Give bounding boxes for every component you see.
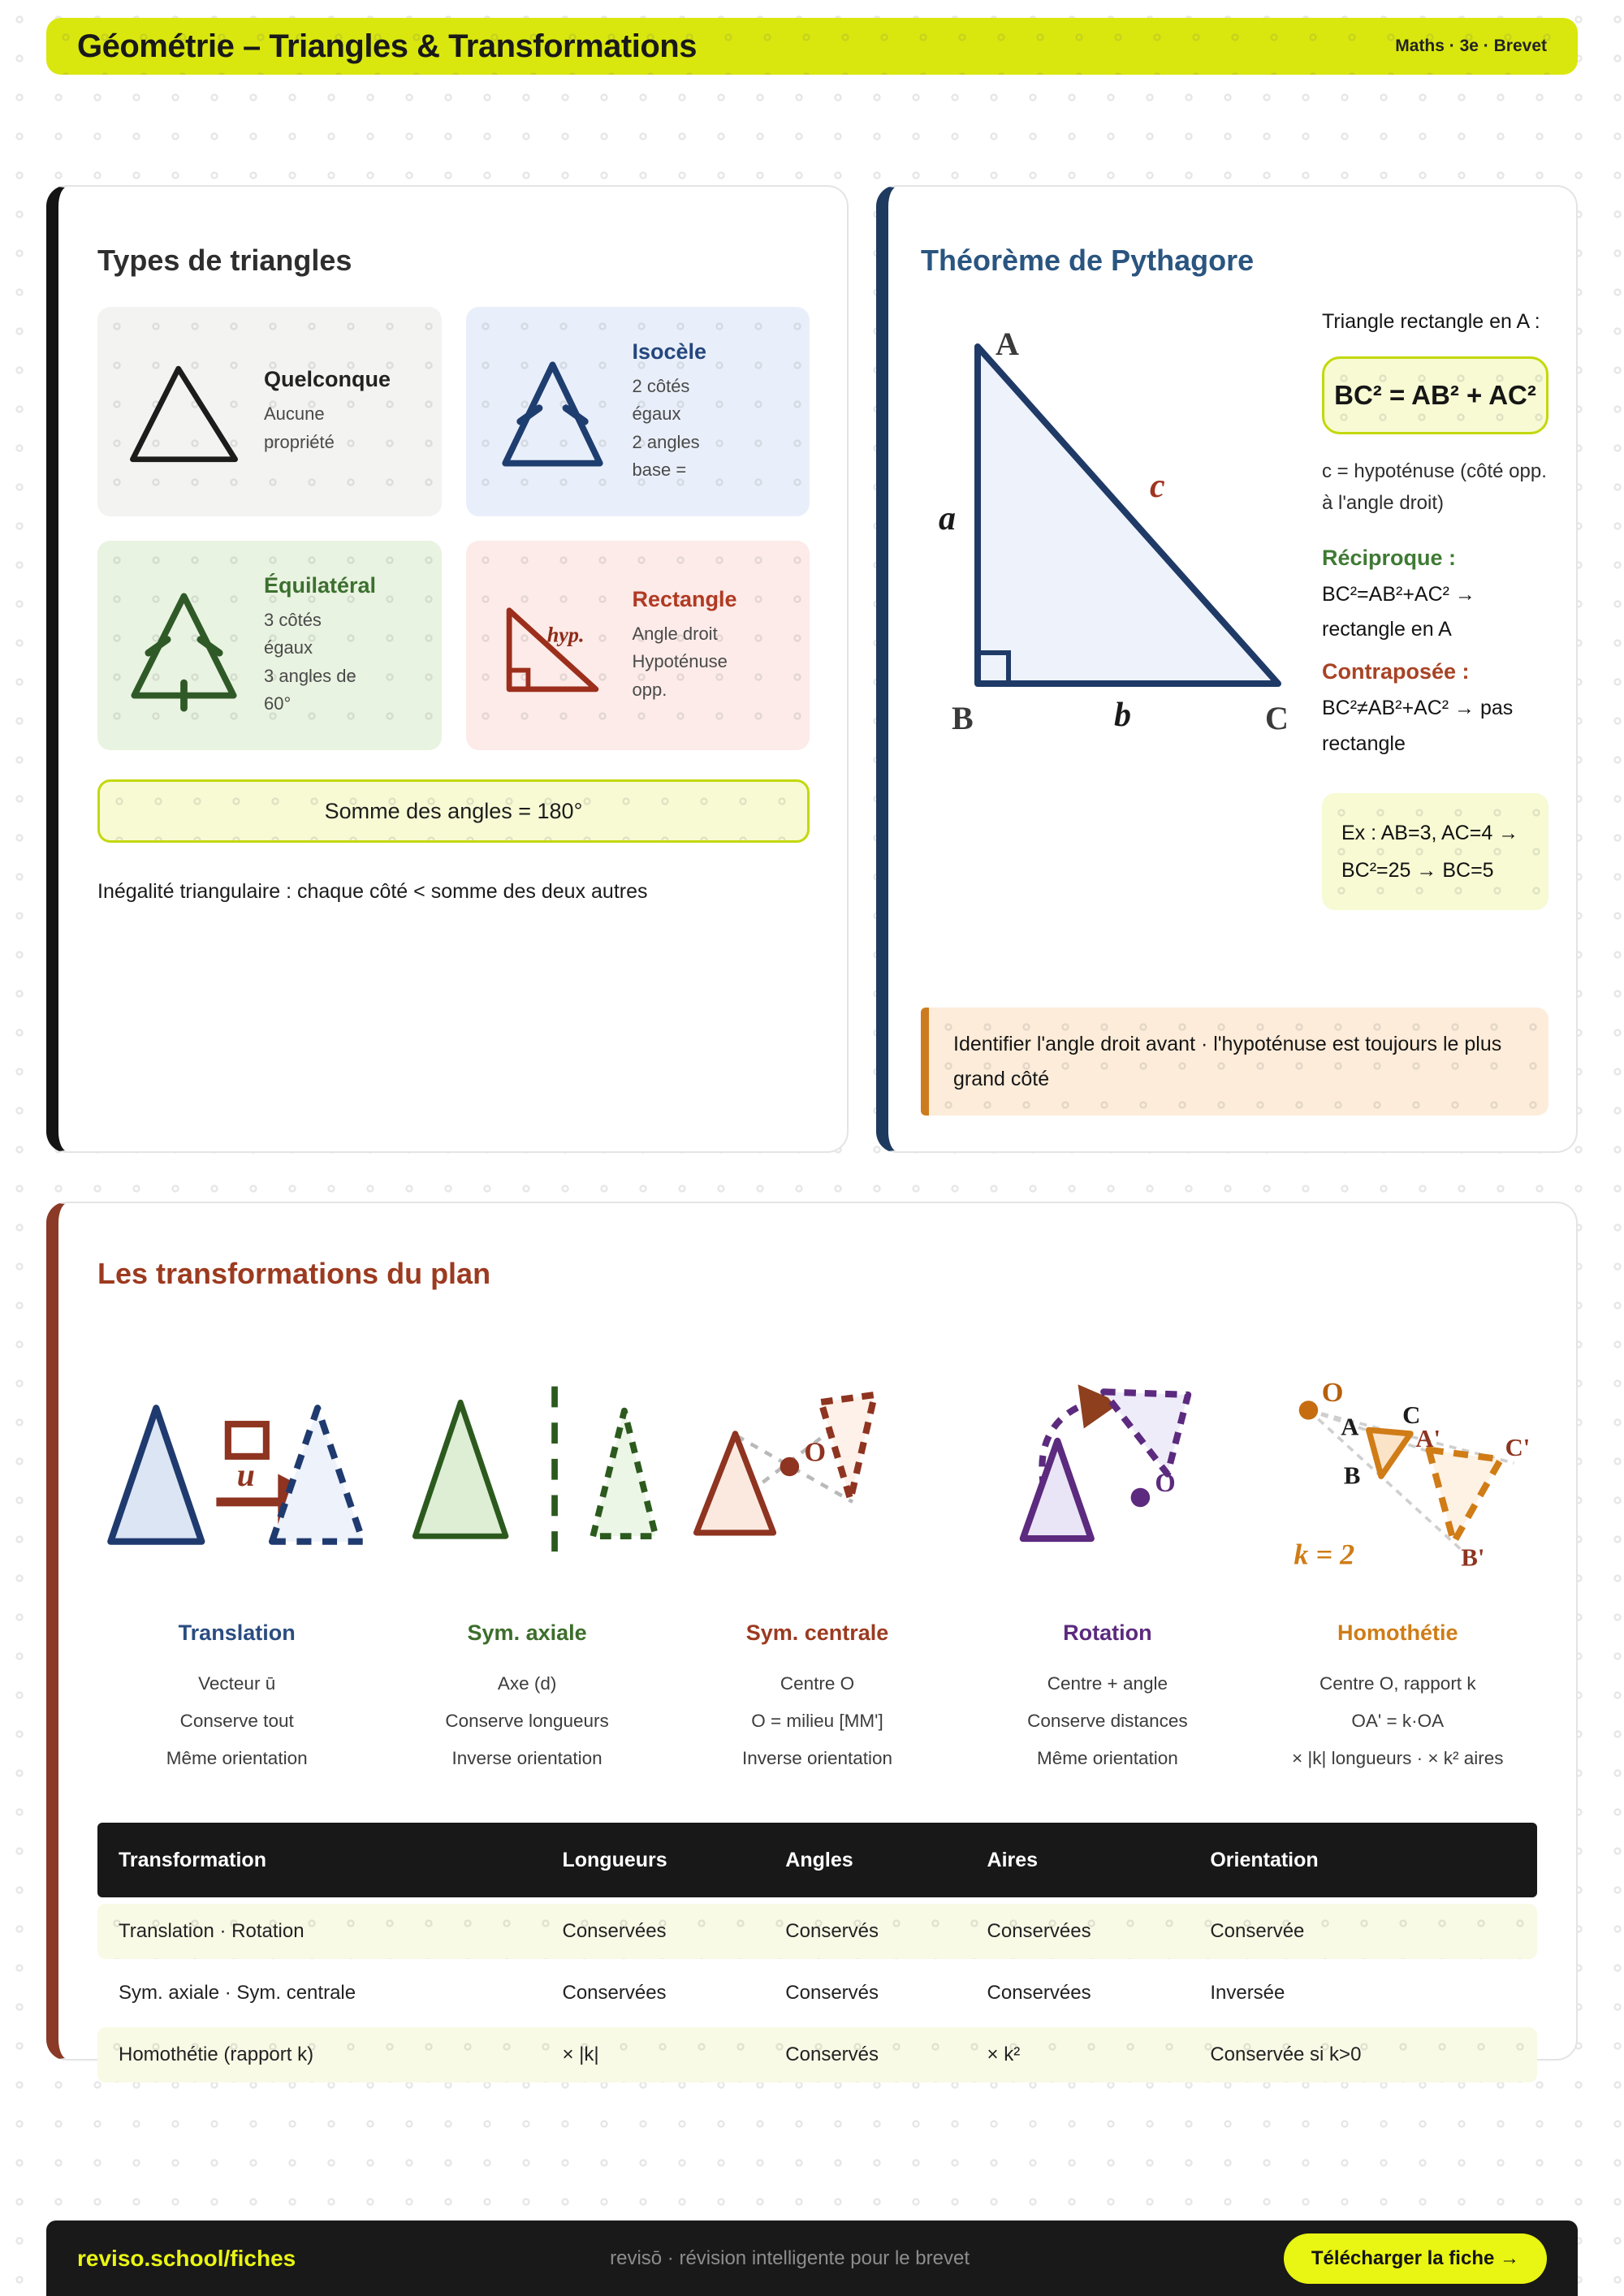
equilateral-line: 3 côtés	[264, 610, 322, 631]
reciproque-text: BC²=AB²+AC² → rectangle en A	[1322, 582, 1475, 641]
pythagore-text-column	[1322, 310, 1548, 910]
pythagore-lead: Triangle rectangle en A :	[1322, 310, 1540, 333]
translation-line: Vecteur ū	[198, 1673, 276, 1694]
hypotenuse-callout: Identifier l'angle droit avant · l'hypoténuse est toujours le plus grand côté	[921, 1008, 1548, 1116]
translation-cell	[97, 1341, 376, 1777]
table-header-angles: Angles	[785, 1848, 853, 1871]
translation-line: Même orientation	[166, 1748, 308, 1769]
rotation-line: Même orientation	[1036, 1748, 1178, 1769]
vertex-c-label: C	[1265, 700, 1289, 736]
sym-centrale-line: Centre O	[780, 1673, 855, 1694]
download-sheet-button[interactable]: Télécharger la fiche →	[1284, 2233, 1547, 2284]
sym-axiale-cell	[387, 1341, 666, 1777]
rectangle-text	[633, 587, 737, 703]
homothetie-center-label: O	[1321, 1377, 1344, 1409]
quelconque-line: propriété	[264, 431, 335, 452]
footer-tagline: revisō · révision intelligente pour le brevet	[610, 2246, 970, 2269]
table-header-orientation: Orientation	[1210, 1848, 1319, 1871]
triangle-types-card	[46, 185, 849, 1153]
isocele-line: 2 angles	[632, 431, 700, 452]
equilateral-line: 3 angles de	[264, 665, 356, 686]
homothetie-line: Centre O, rapport k	[1319, 1673, 1476, 1694]
equilateral-line: égaux	[264, 637, 313, 658]
triangle-types-grid	[97, 307, 810, 750]
transformations-grid	[97, 1341, 1537, 1777]
sym-axiale-line: Axe (d)	[497, 1673, 557, 1694]
table-cell: Conservées	[987, 1920, 1091, 1943]
vector-u-label: u	[236, 1457, 255, 1494]
homothetie-lines	[1292, 1665, 1504, 1777]
table-header-transformation: Transformation	[119, 1848, 266, 1871]
sym-axiale-diagram	[387, 1341, 666, 1585]
sym-centrale-lines	[742, 1665, 892, 1777]
homothetie-a2-label: A'	[1415, 1425, 1440, 1453]
table-cell: Translation · Rotation	[119, 1920, 304, 1943]
sym-axiale-name: Sym. axiale	[467, 1621, 587, 1645]
translation-name: Translation	[178, 1621, 296, 1645]
equilateral-triangle-icon	[117, 579, 251, 713]
quelconque-box	[97, 307, 442, 516]
homothetie-a-label: A	[1340, 1413, 1358, 1441]
sym-axiale-line: Inverse orientation	[451, 1748, 603, 1769]
sym-centrale-line: O = milieu [MM']	[751, 1711, 883, 1732]
homothetie-cell	[1259, 1341, 1537, 1777]
isocele-line: 2 côtés	[632, 376, 690, 397]
vertex-b-label: B	[952, 700, 974, 736]
triangle-types-title: Types de triangles	[97, 244, 352, 277]
table-header-longueurs: Longueurs	[562, 1848, 667, 1871]
vertex-a-label: A	[996, 326, 1019, 362]
right-triangle-diagram	[921, 310, 1302, 749]
table-cell: Conservés	[785, 1982, 879, 2005]
homothetie-k-label: k = 2	[1293, 1538, 1354, 1571]
reciproque-label: Réciproque :	[1322, 545, 1457, 570]
translation-line: Conserve tout	[179, 1711, 294, 1732]
table-cell: Homothétie (rapport k)	[119, 2044, 314, 2066]
homothetie-c-label: C	[1402, 1401, 1420, 1430]
properties-table	[97, 1823, 1537, 2082]
top-cards-row	[46, 185, 1578, 1153]
table-cell: Conservée	[1210, 1920, 1305, 1943]
translation-diagram	[97, 1341, 376, 1585]
table-cell: Inversée	[1210, 1982, 1285, 2005]
table-cell: Conservées	[987, 1982, 1091, 2005]
centrale-center-label: O	[804, 1436, 826, 1468]
sym-centrale-cell	[678, 1341, 957, 1777]
rectangle-box	[466, 541, 810, 750]
rotation-lines	[1027, 1665, 1188, 1777]
side-a-label: a	[939, 500, 956, 537]
rectangle-name: Rectangle	[632, 587, 737, 612]
contraposee-label: Contraposée :	[1322, 659, 1470, 684]
rectangle-line: opp.	[632, 679, 667, 700]
rotation-name: Rotation	[1063, 1621, 1152, 1645]
rectangle-line: Hypoténuse	[632, 651, 728, 672]
isocele-text	[633, 339, 707, 483]
pythagore-card	[876, 185, 1578, 1153]
isoceles-triangle-icon	[486, 345, 620, 479]
table-cell: Conservés	[785, 1920, 879, 1943]
hypotenuse-note: c = hypoténuse (côté opp. à l'angle droit)	[1322, 460, 1547, 515]
pythagore-title: Théorème de Pythagore	[921, 244, 1255, 277]
side-b-label: b	[1114, 697, 1131, 734]
table-row	[97, 1904, 1537, 1959]
quelconque-name: Quelconque	[264, 367, 391, 392]
quelconque-text	[264, 367, 391, 455]
pythagore-formula-box: BC² = AB² + AC²	[1322, 356, 1548, 434]
sym-centrale-diagram	[678, 1341, 957, 1585]
contraposee-text: BC²≠AB²+AC² → pas rectangle	[1322, 697, 1514, 755]
side-c-label: c	[1150, 468, 1165, 505]
rectangle-line: Angle droit	[632, 624, 718, 645]
example-box: Ex : AB=3, AC=4 → BC²=25 → BC=5	[1322, 793, 1548, 911]
table-cell: × k²	[987, 2044, 1021, 2066]
homothetie-b2-label: B'	[1461, 1543, 1485, 1572]
equilateral-box	[97, 541, 442, 750]
sym-centrale-line: Inverse orientation	[741, 1748, 893, 1769]
table-header-aires: Aires	[987, 1848, 1039, 1871]
table-row	[97, 2027, 1537, 2082]
triangle-inequality-note: Inégalité triangulaire : chaque côté < somme des deux autres	[97, 880, 648, 903]
equilateral-line: 60°	[264, 693, 292, 714]
isocele-name: Isocèle	[632, 339, 707, 365]
translation-lines	[166, 1665, 308, 1777]
transformations-title: Les transformations du plan	[97, 1257, 491, 1290]
equilateral-text	[264, 573, 376, 717]
footer-bar	[46, 2220, 1578, 2296]
transformations-card	[46, 1202, 1578, 2066]
table-cell: Sym. axiale · Sym. centrale	[119, 1982, 356, 2005]
isocele-box	[466, 307, 810, 516]
rotation-line: Centre + angle	[1047, 1673, 1168, 1694]
isocele-line: égaux	[632, 404, 681, 425]
homothetie-b-label: B	[1343, 1461, 1360, 1490]
homothetie-diagram	[1259, 1341, 1537, 1585]
table-cell: Conservées	[562, 1920, 667, 1943]
table-cell: × |k|	[562, 2044, 599, 2066]
sum-of-angles-banner: Somme des angles = 180°	[97, 779, 810, 843]
header-meta: Maths · 3e · Brevet	[1395, 37, 1547, 55]
sym-centrale-name: Sym. centrale	[745, 1621, 889, 1645]
footer-brand-link[interactable]: reviso.school/fiches	[77, 2245, 296, 2271]
isocele-line: base =	[632, 459, 687, 480]
pythagore-content	[921, 310, 1548, 910]
equilateral-name: Équilatéral	[264, 573, 377, 598]
hyp-label: hyp.	[546, 623, 585, 647]
table-cell: Conservée si k>0	[1210, 2044, 1362, 2066]
scalene-triangle-icon	[117, 345, 251, 479]
homothetie-line: OA' = k·OA	[1351, 1711, 1445, 1732]
page-title: Géométrie – Triangles & Transformations	[77, 28, 697, 64]
table-cell: Conservées	[562, 1982, 667, 2005]
rotation-diagram	[968, 1341, 1246, 1585]
rotation-cell	[968, 1341, 1246, 1777]
sym-axiale-line: Conserve longueurs	[445, 1711, 609, 1732]
right-triangle-icon	[486, 579, 620, 713]
table-header-row	[97, 1823, 1537, 1897]
rotation-line: Conserve distances	[1027, 1711, 1188, 1732]
homothetie-c2-label: C'	[1505, 1433, 1530, 1461]
table-cell: Conservés	[785, 2044, 879, 2066]
table-row	[97, 1966, 1537, 2021]
header-bar	[46, 18, 1578, 75]
homothetie-name: Homothétie	[1337, 1621, 1458, 1645]
rotation-center-label: O	[1155, 1469, 1176, 1499]
sym-axiale-lines	[445, 1665, 608, 1777]
quelconque-line: Aucune	[264, 404, 325, 425]
homothetie-line: × |k| longueurs · × k² aires	[1292, 1748, 1504, 1769]
